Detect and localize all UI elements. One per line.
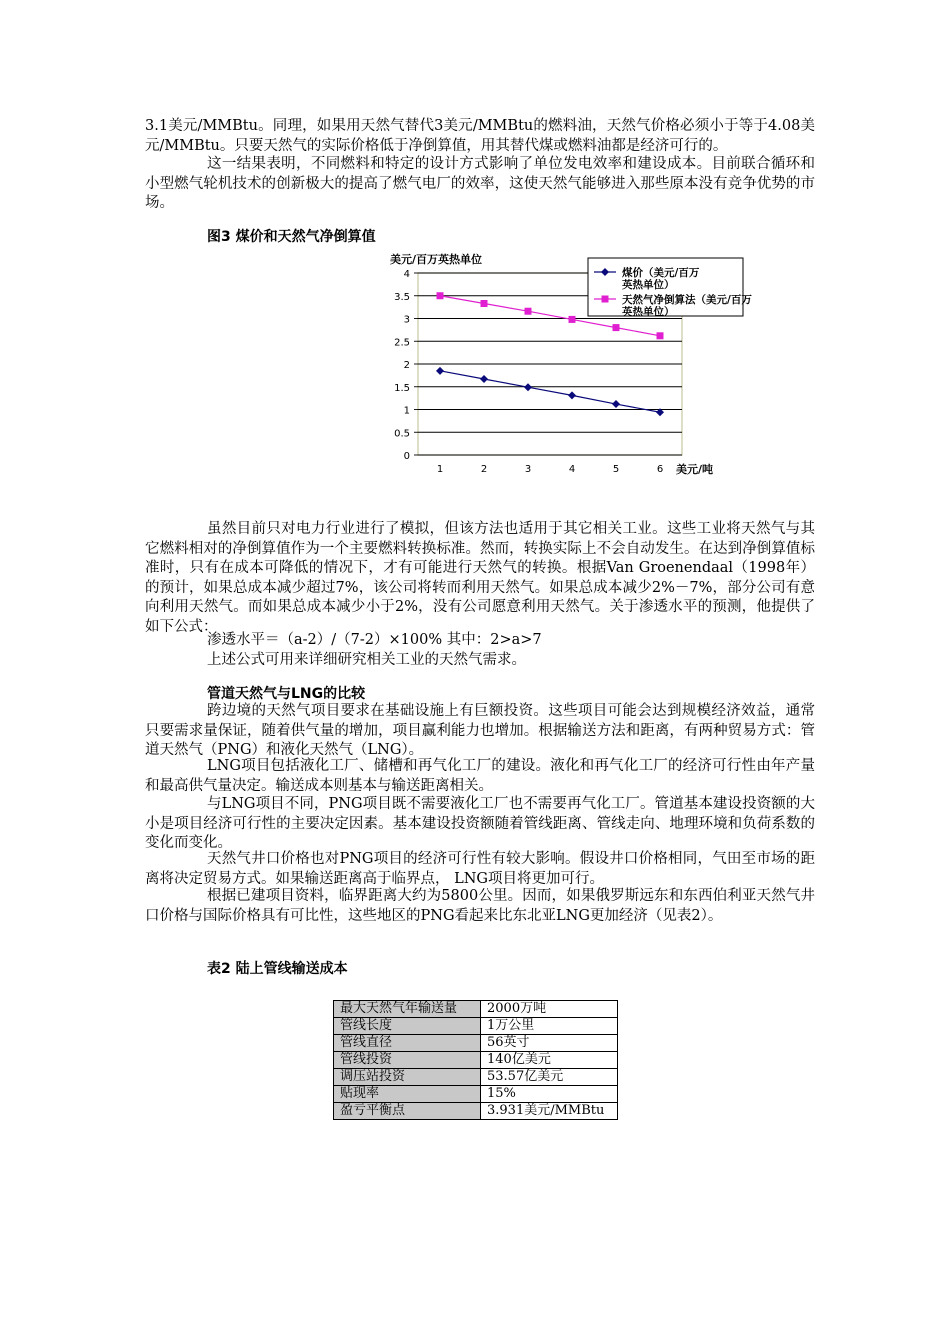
data-point	[525, 308, 532, 315]
table-row	[334, 1018, 618, 1035]
table-cell-value: 56英寸	[481, 1035, 618, 1052]
table-row	[334, 1001, 618, 1018]
y-tick-label: 3.5	[394, 291, 410, 303]
table-cell-value: 140亿美元	[481, 1052, 618, 1069]
table-caption: 表2 陆上管线输送成本	[207, 961, 348, 977]
legend-label: 天然气净倒算法（美元/百万英热单位）	[622, 294, 752, 318]
y-tick-label: 1	[403, 405, 410, 417]
paragraph-2: 这一结果表明，不同燃料和特定的设计方式影响了单位发电效率和建设成本。目前联合循环和小型燃气轮机技术的创新极大的提高了燃气电厂的效率，这使天然气能够进入那些原本没有竞争优势的市场。	[145, 156, 815, 211]
table-row	[334, 1035, 618, 1052]
table-cell-value: 1万公里	[481, 1018, 618, 1035]
paragraph-5: 跨边境的天然气项目要求在基础设施上有巨额投资。这些项目可能会达到规模经济效益，通常只要需求量保证，随着供气量的增加，项目赢利能力也增加。根据输送方法和距离，有两种贸易方式：管道天然气（PNG）和液化天然气（LNG）。	[145, 703, 815, 758]
data-point	[436, 367, 444, 375]
paragraph-3: 虽然目前只对电力行业进行了模拟，但该方法也适用于其它相关工业。这些工业将天然气与其它燃料相对的净倒算值作为一个主要燃料转换标准。然而，转换实际上不会自动发生。在达到净倒算值标准时，只有在成本可降低的情况下，才有可能进行天然气的转换。根据Van Groenendaal（1998年）的预计，如果总成本减少超过7%，该公司将转而利用天然气。如果总成本减少2%－7%，部分公司有意向利用天然气。而如果总成本减少小于2%，没有公司愿意利用天然气。关于渗透水平的预测，他提供了如下公式：	[145, 521, 815, 635]
series-line	[440, 371, 660, 412]
paragraph-9: 根据已建项目资料，临界距离大约为5800公里。因而，如果俄罗斯远东和东西伯利亚天然气井口价格与国际价格具有可比性，这些地区的PNG看起来比东北亚LNG更加经济（见表2）。	[145, 888, 815, 924]
data-point	[524, 383, 532, 391]
paragraph-6: LNG项目包括液化工厂、储槽和再气化工厂的建设。液化和再气化工厂的经济可行性由年产量和最高供气量决定。输送成本则基本与输送距离相关。	[145, 758, 815, 794]
data-point	[657, 332, 664, 339]
paragraph-4: 上述公式可用来详细研究相关工业的天然气需求。	[207, 652, 526, 668]
table-cell-value: 2000万吨	[481, 1001, 618, 1018]
x-axis-label: 美元/吨	[676, 463, 714, 476]
data-point	[437, 292, 444, 299]
y-tick-label: 2.5	[394, 337, 410, 349]
y-tick-label: 3	[403, 314, 410, 326]
paragraph-8: 天然气井口价格也对PNG项目的经济可行性有较大影响。假设井口价格相同，气田至市场的距离将决定贸易方式。如果输送距离高于临界点， LNG项目将更加可行。	[145, 851, 815, 887]
x-tick-label: 1	[436, 464, 444, 475]
table-cell-label: 管线投资	[334, 1052, 481, 1069]
data-point	[612, 400, 620, 408]
coal-gas-price-chart	[370, 250, 752, 485]
x-tick-label: 4	[568, 464, 576, 475]
table-cell-label: 最大天然气年输送量	[334, 1001, 481, 1018]
table-cell-value: 15%	[481, 1086, 618, 1103]
table-row	[334, 1103, 618, 1120]
table-cell-label: 调压站投资	[334, 1069, 481, 1086]
pipeline-cost-table	[333, 1000, 618, 1120]
figure-caption: 图3 煤价和天然气净倒算值	[207, 229, 376, 245]
chart-legend	[588, 258, 752, 318]
section-title: 管道天然气与LNG的比较	[207, 686, 366, 702]
legend-label: 煤价（美元/百万英热单位）	[622, 267, 700, 291]
x-tick-label: 3	[524, 464, 532, 475]
table-cell-label: 贴现率	[334, 1086, 481, 1103]
data-point	[481, 300, 488, 307]
y-tick-label: 0.5	[394, 428, 410, 440]
y-tick-label: 1.5	[394, 382, 410, 394]
table-row	[334, 1086, 618, 1103]
paragraph-1: 3.1美元/MMBtu。同理，如果用天然气替代3美元/MMBtu的燃料油，天然气价格必须小于等于4.08美元/MMBtu。只要天然气的实际价格低于净倒算值，用其替代煤或燃料油都是经济可行的。	[145, 118, 815, 154]
formula: 渗透水平＝（a-2）/（7-2）×100% 其中：2>a>7	[207, 632, 542, 648]
data-point	[568, 391, 576, 399]
paragraph-7: 与LNG项目不同，PNG项目既不需要液化工厂也不需要再气化工厂。管道基本建设投资额的大小是项目经济可行性的主要决定因素。基本建设投资额随着管线距离、管线走向、地理环境和负荷系数的变化而变化。	[145, 796, 815, 851]
y-tick-label: 4	[403, 269, 410, 280]
y-tick-label: 2	[403, 360, 410, 371]
x-tick-label: 6	[656, 464, 664, 475]
table-cell-value: 3.931美元/MMBtu	[481, 1103, 618, 1120]
y-tick-label: 0	[403, 451, 410, 462]
table-row	[334, 1069, 618, 1086]
x-tick-label: 2	[480, 464, 488, 475]
table-cell-label: 盈亏平衡点	[334, 1103, 481, 1120]
legend-marker	[602, 296, 609, 303]
data-point	[480, 375, 488, 383]
table-row	[334, 1052, 618, 1069]
x-tick-label: 5	[612, 464, 620, 475]
data-point	[613, 324, 620, 331]
data-point	[569, 316, 576, 323]
y-axis-label: 美元/百万英热单位	[390, 253, 483, 266]
table-cell-label: 管线长度	[334, 1018, 481, 1035]
table-cell-value: 53.57亿美元	[481, 1069, 618, 1086]
table-cell-label: 管线直径	[334, 1035, 481, 1052]
